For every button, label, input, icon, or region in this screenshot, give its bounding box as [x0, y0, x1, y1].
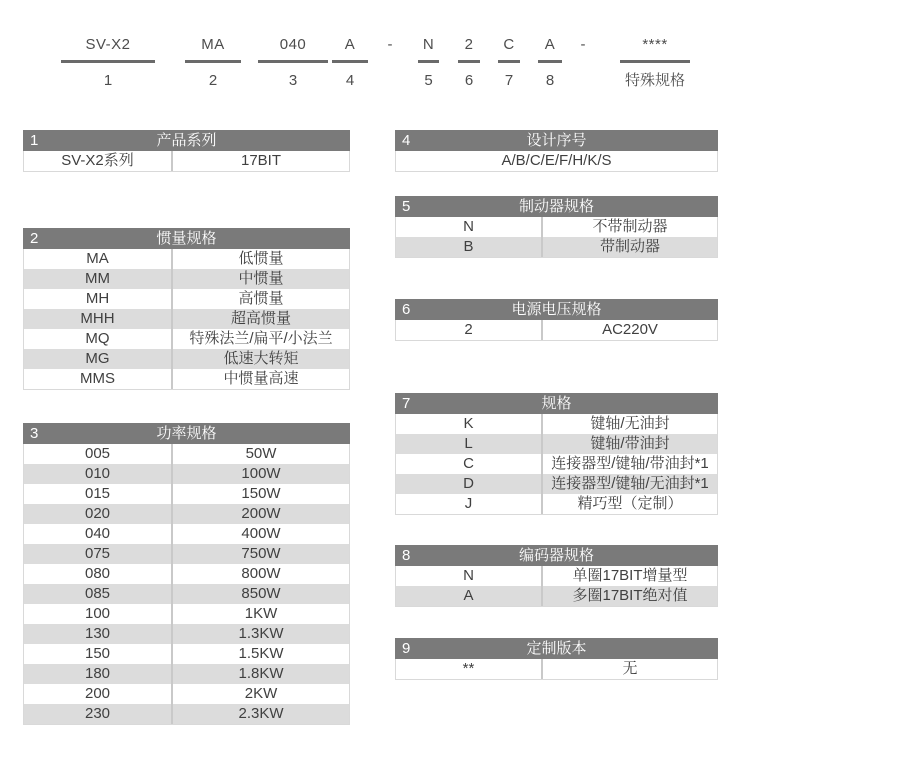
- desc-cell: 不带制动器: [541, 217, 717, 237]
- desc-cell: 2.3KW: [171, 704, 349, 724]
- model-code-bar: [0, 30, 900, 100]
- table-title: 电源电压规格: [511, 301, 602, 318]
- table-title: 编码器规格: [518, 547, 594, 564]
- underline: [498, 60, 520, 63]
- table-row: [396, 566, 717, 586]
- desc-cell: 800W: [171, 564, 349, 584]
- code-segment-special: [620, 30, 690, 88]
- table-row: [24, 624, 349, 644]
- underline: [538, 60, 562, 63]
- code-segment-1: [61, 30, 155, 88]
- desc-cell: 1.8KW: [171, 664, 349, 684]
- table-row: [396, 454, 717, 474]
- table-row: [24, 584, 349, 604]
- table-body: [23, 151, 350, 172]
- table-power-spec: [23, 423, 350, 725]
- table-row: [24, 309, 349, 329]
- table-number: 5: [402, 198, 411, 215]
- underline: [418, 60, 439, 63]
- table-row: [396, 434, 717, 454]
- table-title: 定制版本: [526, 640, 587, 657]
- table-number: 2: [30, 230, 39, 247]
- code-cell: 010: [84, 465, 111, 482]
- code-segment-4: [332, 30, 368, 88]
- code-value: N: [422, 36, 435, 53]
- segment-number: 7: [504, 72, 514, 89]
- code-cell: MQ: [85, 330, 110, 347]
- table-brake-spec: [395, 196, 718, 258]
- code-value: 2: [464, 36, 474, 53]
- code-cell: L: [464, 435, 473, 452]
- table-row: [24, 524, 349, 544]
- table-row: [24, 704, 349, 724]
- desc-cell: 键轴/无油封: [541, 414, 717, 434]
- table-title: 规格: [541, 395, 572, 412]
- code-cell: MA: [86, 250, 109, 267]
- table-body: [23, 444, 350, 725]
- code-cell: 080: [84, 565, 111, 582]
- desc-cell: AC220V: [541, 320, 717, 340]
- desc-cell: 精巧型（定制）: [541, 494, 717, 514]
- table-row: [24, 464, 349, 484]
- code-cell: B: [463, 238, 474, 255]
- code-cell: 020: [84, 505, 111, 522]
- table-row: [396, 474, 717, 494]
- code-cell: MG: [85, 350, 110, 367]
- table-body: [395, 151, 718, 172]
- table-body: [395, 217, 718, 258]
- table-row: [24, 544, 349, 564]
- table-body: [395, 659, 718, 680]
- table-number: 8: [402, 547, 411, 564]
- underline: [458, 60, 480, 63]
- desc-cell: 多圈17BIT绝对值: [541, 586, 717, 606]
- table-row: [24, 329, 349, 349]
- table-encoder-spec: [395, 545, 718, 607]
- code-cell: MM: [85, 270, 110, 287]
- code-cell: **: [462, 660, 475, 677]
- segment-number: 5: [424, 72, 433, 89]
- table-header: [23, 130, 350, 151]
- desc-cell: 带制动器: [541, 237, 717, 257]
- desc-cell: 无: [541, 659, 717, 679]
- table-row: [24, 484, 349, 504]
- code-value: C: [503, 36, 515, 53]
- table-row: [24, 664, 349, 684]
- code-segment-6: [458, 30, 480, 88]
- table-row: [24, 349, 349, 369]
- desc-cell: 连接器型/键轴/无油封*1: [541, 474, 717, 494]
- table-body: [23, 249, 350, 390]
- table-body: [395, 414, 718, 515]
- code-segment-5: [418, 30, 439, 88]
- table-header: [23, 228, 350, 249]
- code-value: SV-X2: [85, 36, 131, 53]
- table-title: 惯量规格: [156, 230, 217, 247]
- code-value: A: [544, 36, 556, 53]
- desc-cell: 850W: [171, 584, 349, 604]
- desc-cell: 50W: [171, 444, 349, 464]
- table-shaft-spec: [395, 393, 718, 515]
- desc-cell: 1KW: [171, 604, 349, 624]
- segment-number: 8: [545, 72, 555, 89]
- table-row: [396, 217, 717, 237]
- table-row: [24, 369, 349, 389]
- code-segment-2: [185, 30, 241, 88]
- underline: [61, 60, 155, 63]
- code-value: 040: [279, 36, 307, 53]
- table-design-serial: [395, 130, 718, 172]
- code-cell: 005: [84, 445, 111, 462]
- separator-dash: -: [580, 36, 586, 53]
- desc-cell: 100W: [171, 464, 349, 484]
- code-cell: MHH: [80, 310, 115, 327]
- code-cell: 040: [84, 525, 111, 542]
- table-title: 功率规格: [156, 425, 217, 442]
- code-cell: SV-X2系列: [61, 152, 134, 169]
- code-cell: 075: [84, 545, 111, 562]
- table-product-series: [23, 130, 350, 172]
- code-cell: J: [464, 495, 473, 512]
- segment-number: 特殊规格: [624, 72, 685, 89]
- table-header: [395, 545, 718, 566]
- desc-cell: 低速大转矩: [171, 349, 349, 369]
- table-row: [24, 444, 349, 464]
- table-row: [396, 494, 717, 514]
- code-cell: 230: [84, 705, 111, 722]
- code-value: A: [344, 36, 356, 53]
- desc-cell: 特殊法兰/扁平/小法兰: [171, 329, 349, 349]
- table-voltage-spec: [395, 299, 718, 341]
- table-row: [396, 414, 717, 434]
- table-row: [396, 659, 717, 679]
- merged-cell: A/B/C/E/F/H/K/S: [501, 152, 612, 169]
- table-row: [24, 644, 349, 664]
- segment-number: 1: [103, 72, 113, 89]
- code-cell: 130: [84, 625, 111, 642]
- segment-number: 3: [288, 72, 298, 89]
- underline: [185, 60, 241, 63]
- code-cell: N: [463, 567, 474, 584]
- table-row: [24, 289, 349, 309]
- table-custom-version: [395, 638, 718, 680]
- table-number: 6: [402, 301, 411, 318]
- code-segment-7: [498, 30, 520, 88]
- desc-cell: 750W: [171, 544, 349, 564]
- table-row: [24, 564, 349, 584]
- table-body: [395, 320, 718, 341]
- code-cell: 200: [84, 685, 111, 702]
- desc-cell: 高惯量: [171, 289, 349, 309]
- desc-cell: 中惯量高速: [171, 369, 349, 389]
- code-cell: N: [463, 218, 474, 235]
- table-number: 1: [30, 132, 39, 149]
- desc-cell: 2KW: [171, 684, 349, 704]
- code-cell: 015: [84, 485, 111, 502]
- code-cell: 100: [84, 605, 111, 622]
- table-number: 7: [402, 395, 411, 412]
- table-header: [395, 638, 718, 659]
- code-cell: 150: [84, 645, 111, 662]
- desc-cell: 400W: [171, 524, 349, 544]
- code-cell: A: [463, 587, 474, 604]
- table-header: [23, 423, 350, 444]
- table-header: [395, 196, 718, 217]
- desc-cell: 超高惯量: [171, 309, 349, 329]
- table-number: 3: [30, 425, 39, 442]
- table-number: 9: [402, 640, 411, 657]
- code-cell: C: [463, 455, 474, 472]
- code-value: ****: [642, 36, 668, 53]
- code-cell: 2: [464, 321, 473, 338]
- desc-cell: 中惯量: [171, 269, 349, 289]
- underline: [332, 60, 368, 63]
- segment-number: 6: [464, 72, 474, 89]
- code-segment-3: [258, 30, 328, 88]
- table-row: [24, 684, 349, 704]
- table-row: [396, 151, 717, 171]
- segment-number: 2: [208, 72, 218, 89]
- code-cell: 085: [84, 585, 111, 602]
- table-number: 4: [402, 132, 411, 149]
- table-header: [395, 299, 718, 320]
- code-cell: MMS: [80, 370, 115, 387]
- table-header: [395, 393, 718, 414]
- table-row: [24, 151, 349, 171]
- desc-cell: 17BIT: [171, 151, 349, 171]
- separator-dash: -: [387, 36, 393, 53]
- table-row: [24, 604, 349, 624]
- desc-cell: 200W: [171, 504, 349, 524]
- code-cell: MH: [85, 290, 110, 307]
- desc-cell: 连接器型/键轴/带油封*1: [541, 454, 717, 474]
- desc-cell: 1.3KW: [171, 624, 349, 644]
- table-title: 产品系列: [156, 132, 217, 149]
- table-title: 制动器规格: [518, 198, 594, 215]
- code-cell: D: [463, 475, 474, 492]
- code-cell: K: [463, 415, 474, 432]
- segment-number: 4: [345, 72, 355, 89]
- table-title: 设计序号: [526, 132, 587, 149]
- table-row: [396, 586, 717, 606]
- table-row: [24, 504, 349, 524]
- underline: [258, 60, 328, 63]
- desc-cell: 150W: [171, 484, 349, 504]
- code-value: MA: [201, 36, 225, 53]
- table-inertia-spec: [23, 228, 350, 390]
- table-row: [396, 237, 717, 257]
- underline: [620, 60, 690, 63]
- desc-cell: 低惯量: [171, 249, 349, 269]
- desc-cell: 1.5KW: [171, 644, 349, 664]
- table-body: [395, 566, 718, 607]
- desc-cell: 键轴/带油封: [541, 434, 717, 454]
- code-cell: 180: [84, 665, 111, 682]
- table-header: [395, 130, 718, 151]
- table-row: [24, 249, 349, 269]
- table-row: [396, 320, 717, 340]
- code-segment-8: [538, 30, 562, 88]
- table-row: [24, 269, 349, 289]
- desc-cell: 单圈17BIT增量型: [541, 566, 717, 586]
